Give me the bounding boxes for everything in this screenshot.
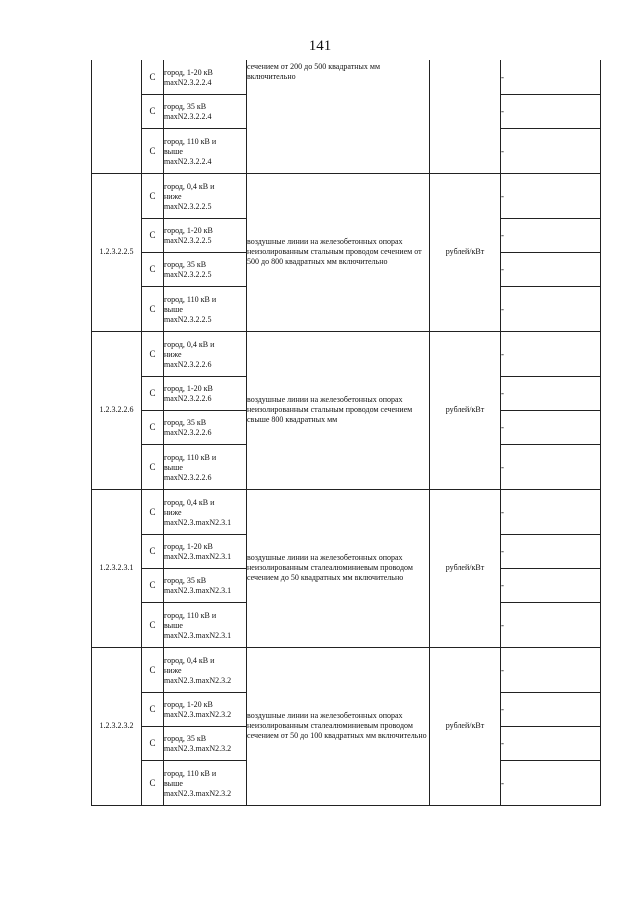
level-line: ниже — [164, 507, 182, 517]
category-cell: С — [142, 331, 164, 376]
level-cell — [164, 692, 247, 726]
level-line: город, 35 кВ — [164, 102, 207, 111]
level-line: maxN2.3.2.2.5 — [164, 270, 212, 279]
level-cell — [164, 128, 247, 173]
level-line: город, 35 кВ — [164, 734, 207, 743]
category-cell: С — [142, 410, 164, 444]
category-cell: С — [142, 173, 164, 218]
table-row — [92, 331, 601, 376]
description-cell: воздушные линии на железобетонных опорах неизолированным стальным проводом сечением от 500 до 800 квадратных мм включительно — [247, 173, 430, 331]
level-text — [164, 732, 246, 754]
level-text — [164, 654, 246, 686]
value-cell: - — [501, 760, 601, 805]
category-cell: С — [142, 218, 164, 252]
value-cell: - — [501, 286, 601, 331]
level-text — [164, 496, 246, 528]
value-cell: - — [501, 410, 601, 444]
level-line: maxN2.3.maxN2.3.1 — [164, 630, 232, 640]
category-cell: С — [142, 489, 164, 534]
level-line: maxN2.3.maxN2.3.1 — [164, 586, 232, 595]
level-line: maxN2.3.2.2.5 — [164, 314, 212, 324]
level-line: выше — [164, 146, 183, 156]
table-row — [92, 60, 601, 94]
level-line: город, 0,4 кВ и — [164, 497, 215, 507]
level-text — [164, 180, 246, 212]
level-cell — [164, 94, 247, 128]
level-cell — [164, 602, 247, 647]
category-cell: С — [142, 128, 164, 173]
level-cell — [164, 218, 247, 252]
value-cell: - — [501, 489, 601, 534]
level-line: maxN2.3.maxN2.3.1 — [164, 552, 232, 561]
category-cell: С — [142, 568, 164, 602]
level-cell — [164, 331, 247, 376]
level-line: ниже — [164, 191, 182, 201]
level-text — [164, 293, 246, 325]
page-number: 141 — [308, 38, 332, 54]
row-code — [92, 60, 142, 173]
level-line: maxN2.3.2.2.4 — [164, 112, 212, 121]
level-line: город, 35 кВ — [164, 260, 207, 269]
level-line: maxN2.3.2.2.6 — [164, 472, 212, 482]
value-cell: - — [501, 331, 601, 376]
level-line: maxN2.3.2.2.4 — [164, 156, 212, 166]
level-cell — [164, 286, 247, 331]
row-code: 1.2.3.2.3.1 — [92, 489, 142, 647]
category-cell: С — [142, 444, 164, 489]
description-cell: сечением от 200 до 500 квадратных мм включительно — [247, 60, 430, 173]
category-cell: С — [142, 376, 164, 410]
level-text — [164, 451, 246, 483]
value-cell: - — [501, 128, 601, 173]
level-text — [164, 224, 246, 246]
level-text — [164, 574, 246, 596]
level-line: maxN2.3.2.2.6 — [164, 428, 212, 437]
description-cell: воздушные линии на железобетонных опорах неизолированным сталеалюминиевым проводом сечением до 50 квадратных мм включительно — [247, 489, 430, 647]
level-line: город, 1-20 кВ — [164, 226, 213, 235]
value-cell: - — [501, 647, 601, 692]
value-cell: - — [501, 173, 601, 218]
level-line: город, 0,4 кВ и — [164, 655, 215, 665]
level-line: maxN2.3.maxN2.3.2 — [164, 788, 232, 798]
table-row — [92, 489, 601, 534]
level-text — [164, 767, 246, 799]
level-cell — [164, 568, 247, 602]
category-cell: С — [142, 726, 164, 760]
value-cell: - — [501, 94, 601, 128]
level-cell — [164, 489, 247, 534]
level-text — [164, 382, 246, 404]
value-cell: - — [501, 534, 601, 568]
level-line: maxN2.3.maxN2.3.1 — [164, 517, 232, 527]
row-code: 1.2.3.2.2.6 — [92, 331, 142, 489]
level-line: город, 110 кВ и — [164, 768, 217, 778]
level-cell — [164, 410, 247, 444]
category-cell: С — [142, 60, 164, 94]
level-line: maxN2.3.2.2.6 — [164, 394, 212, 403]
value-cell: - — [501, 444, 601, 489]
description-cell: воздушные линии на железобетонных опорах неизолированным стальным проводом сечением свыше 800 квадратных мм — [247, 331, 430, 489]
level-text — [164, 540, 246, 562]
level-line: maxN2.3.maxN2.3.2 — [164, 710, 232, 719]
level-text — [164, 338, 246, 370]
level-line: город, 35 кВ — [164, 576, 207, 585]
level-text — [164, 100, 246, 122]
level-line: город, 0,4 кВ и — [164, 339, 215, 349]
level-line: город, 110 кВ и — [164, 294, 217, 304]
level-cell — [164, 726, 247, 760]
level-line: город, 35 кВ — [164, 418, 207, 427]
level-line: ниже — [164, 349, 182, 359]
level-text — [164, 66, 246, 88]
description-cell: воздушные линии на железобетонных опорах неизолированным сталеалюминиевым проводом сечением от 50 до 100 квадратных мм включительно — [247, 647, 430, 805]
level-line: город, 110 кВ и — [164, 136, 217, 146]
level-line: выше — [164, 778, 183, 788]
table-row — [92, 173, 601, 218]
row-code: 1.2.3.2.2.5 — [92, 173, 142, 331]
level-line: ниже — [164, 665, 182, 675]
value-cell: - — [501, 376, 601, 410]
level-cell — [164, 252, 247, 286]
category-cell: С — [142, 252, 164, 286]
level-cell — [164, 534, 247, 568]
value-cell: - — [501, 60, 601, 94]
category-cell: С — [142, 602, 164, 647]
unit-cell: рублей/кВт — [430, 489, 501, 647]
value-cell: - — [501, 218, 601, 252]
value-cell: - — [501, 726, 601, 760]
level-cell — [164, 760, 247, 805]
level-line: город, 110 кВ и — [164, 610, 217, 620]
level-line: город, 1-20 кВ — [164, 542, 213, 551]
level-line: maxN2.3.maxN2.3.2 — [164, 744, 232, 753]
category-cell: С — [142, 647, 164, 692]
level-cell — [164, 60, 247, 94]
level-line: maxN2.3.2.2.6 — [164, 359, 212, 369]
value-cell: - — [501, 692, 601, 726]
value-cell: - — [501, 602, 601, 647]
category-cell: С — [142, 760, 164, 805]
category-cell: С — [142, 286, 164, 331]
category-cell: С — [142, 692, 164, 726]
level-line: город, 1-20 кВ — [164, 700, 213, 709]
unit-cell — [430, 60, 501, 173]
unit-cell: рублей/кВт — [430, 173, 501, 331]
category-cell: С — [142, 94, 164, 128]
level-line: город, 0,4 кВ и — [164, 181, 215, 191]
level-line: выше — [164, 620, 183, 630]
value-cell: - — [501, 568, 601, 602]
level-text — [164, 135, 246, 167]
unit-cell: рублей/кВт — [430, 647, 501, 805]
tariff-table-body — [92, 60, 601, 805]
level-text — [164, 609, 246, 641]
value-cell: - — [501, 252, 601, 286]
level-line: maxN2.3.maxN2.3.2 — [164, 675, 232, 685]
table-row — [92, 647, 601, 692]
level-line: выше — [164, 304, 183, 314]
level-text — [164, 258, 246, 280]
row-code: 1.2.3.2.3.2 — [92, 647, 142, 805]
level-line: maxN2.3.2.2.4 — [164, 77, 212, 87]
level-line: выше — [164, 462, 183, 472]
unit-cell: рублей/кВт — [430, 331, 501, 489]
level-cell — [164, 444, 247, 489]
level-line: город, 110 кВ и — [164, 452, 217, 462]
level-cell — [164, 376, 247, 410]
level-cell — [164, 173, 247, 218]
level-line: maxN2.3.2.2.5 — [164, 236, 212, 245]
tariff-table — [91, 60, 601, 806]
level-cell — [164, 647, 247, 692]
level-text — [164, 698, 246, 720]
level-line: maxN2.3.2.2.5 — [164, 201, 212, 211]
category-cell: С — [142, 534, 164, 568]
level-line: город, 1-20 кВ — [164, 384, 213, 393]
level-line: город, 1-20 кВ — [164, 67, 213, 77]
level-text — [164, 416, 246, 438]
